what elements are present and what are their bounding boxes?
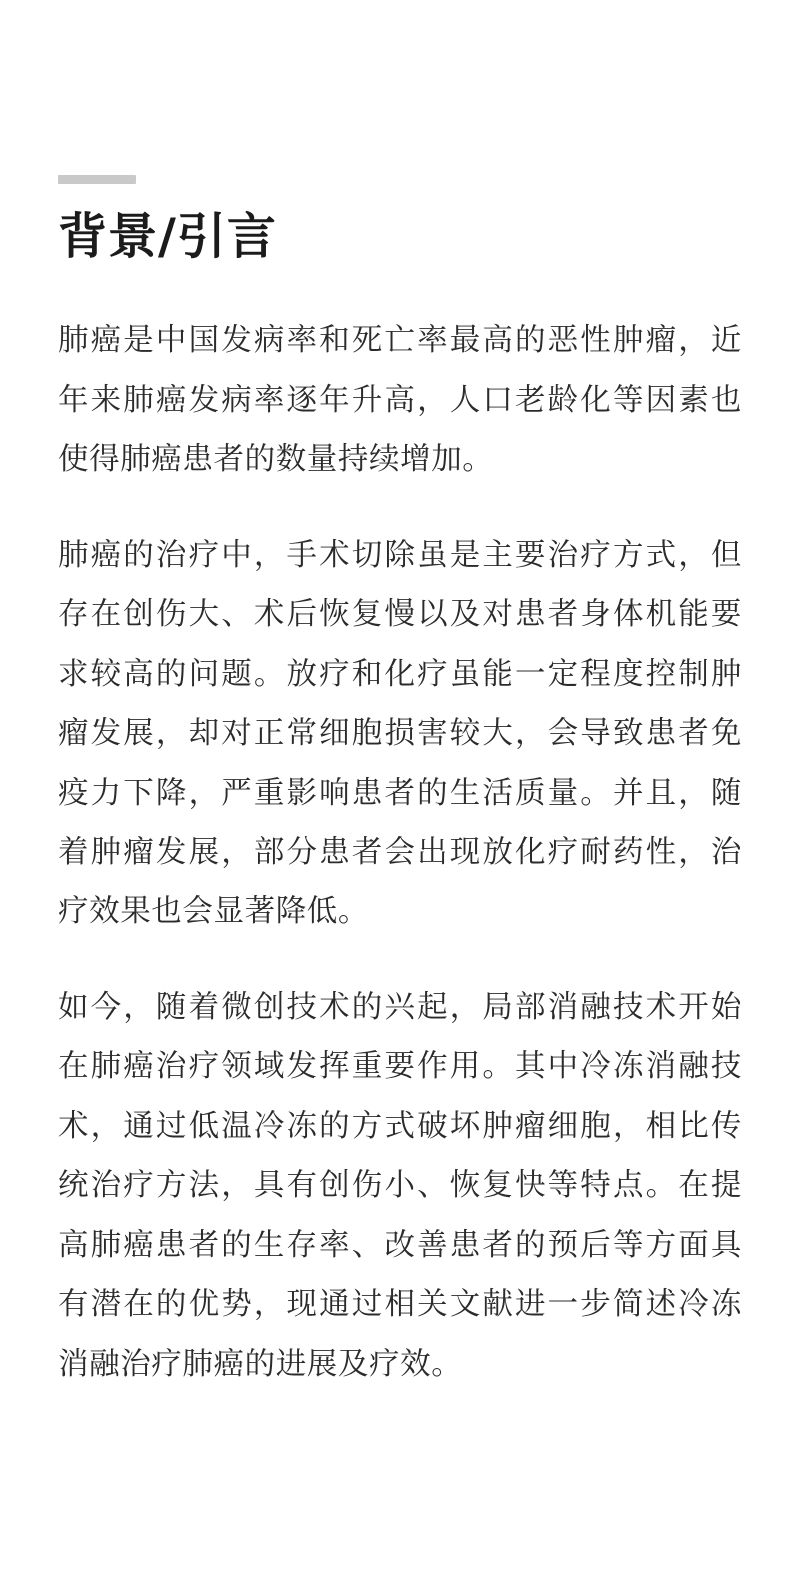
page-title: 背景/引言 <box>58 207 277 265</box>
body-content <box>58 311 742 1394</box>
paragraph-2: 肺癌的治疗中，手术切除虽是主要治疗方式，但存在创伤大、术后恢复慢以及对患者身体机能要求较高的问题。放疗和化疗虽能一定程度控制肿瘤发展，却对正常细胞损害较大，会导致患者免疫力下降，严重影响患者的生活质量。并且，随着肿瘤发展，部分患者会出现放化疗耐药性，治疗效果也会显著降低。 <box>58 537 742 929</box>
title-accent-rule <box>58 175 136 184</box>
paragraph-1: 肺癌是中国发病率和死亡率最高的恶性肿瘤，近年来肺癌发病率逐年升高，人口老龄化等因素也使得肺癌患者的数量持续增加。 <box>58 323 742 477</box>
paragraph-3: 如今，随着微创技术的兴起，局部消融技术开始在肺癌治疗领域发挥重要作用。其中冷冻消融技术，通过低温冷冻的方式破坏肿瘤细胞，相比传统治疗方法，具有创伤小、恢复快等特点。在提高肺癌患者的生存率、改善患者的预后等方面具有潜在的优势，现通过相关文献进一步简述冷冻消融治疗肺癌的进展及疗效。 <box>58 989 742 1381</box>
